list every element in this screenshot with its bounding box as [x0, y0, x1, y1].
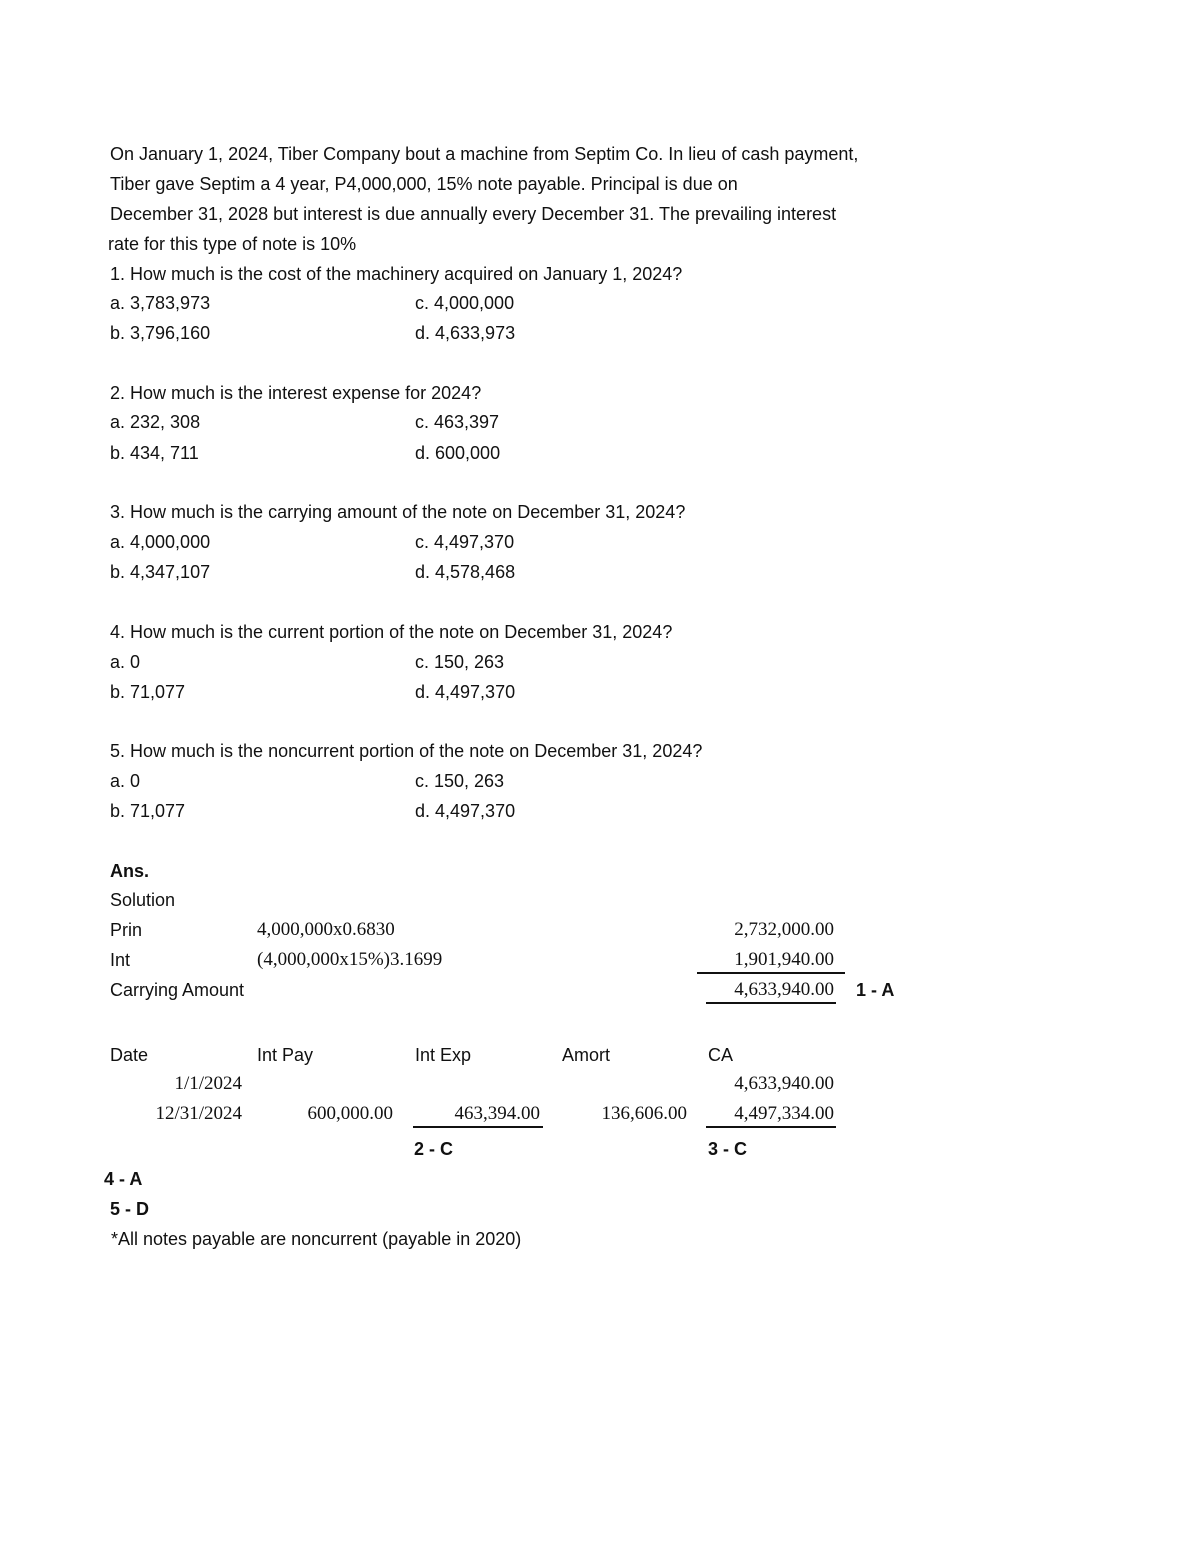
answer-1-label: 1 - A [856, 980, 895, 1000]
problem-line-1: On January 1, 2024, Tiber Company bout a machine from Septim Co. In lieu of cash payment, [110, 144, 859, 164]
question-5-option-a: a. 0 [110, 771, 141, 791]
subtotal-rule [697, 972, 845, 974]
int-formula: (4,000,000x15%)3.1699 [257, 949, 443, 970]
schedule-row-2-ca: 4,497,334.00 [734, 1103, 834, 1124]
schedule-header-amort: Amort [562, 1045, 611, 1065]
question-3-option-c: c. 4,497,370 [415, 532, 515, 552]
question-4-option-a: a. 0 [110, 652, 141, 672]
question-5: 5. How much is the noncurrent portion of the note on December 31, 2024? [110, 741, 703, 761]
int-amount: 1,901,940.00 [734, 949, 834, 970]
schedule-row-1-ca: 4,633,940.00 [734, 1073, 834, 1094]
question-4-option-c: c. 150, 263 [415, 652, 505, 672]
prin-amount: 2,732,000.00 [734, 919, 834, 940]
schedule-row-2-amort: 136,606.00 [601, 1103, 687, 1124]
carrying-amount-label: Carrying Amount [110, 980, 245, 1000]
question-1-option-a: a. 3,783,973 [110, 293, 211, 313]
answer-4-label: 4 - A [104, 1169, 143, 1189]
problem-line-3: December 31, 2028 but interest is due annually every December 31. The prevailing interest [110, 204, 837, 224]
question-4-option-d: d. 4,497,370 [415, 682, 516, 702]
question-4-option-b: b. 71,077 [110, 682, 186, 702]
ca-underline [706, 1126, 836, 1128]
question-5-option-b: b. 71,077 [110, 801, 186, 821]
question-3: 3. How much is the carrying amount of the note on December 31, 2024? [110, 502, 686, 522]
int-exp-underline [413, 1126, 543, 1128]
total-underline [706, 1002, 836, 1004]
schedule-header-int-pay: Int Pay [257, 1045, 314, 1065]
schedule-header-ca: CA [708, 1045, 734, 1065]
question-2-option-d: d. 600,000 [415, 443, 501, 463]
answer-3-label: 3 - C [708, 1139, 748, 1159]
question-5-option-c: c. 150, 263 [415, 771, 505, 791]
question-3-option-a: a. 4,000,000 [110, 532, 211, 552]
answer-heading: Ans. [110, 861, 150, 881]
question-1-option-d: d. 4,633,973 [415, 323, 516, 343]
schedule-row-2-int-pay: 600,000.00 [307, 1103, 393, 1124]
footnote: *All notes payable are noncurrent (payable in 2020) [111, 1229, 522, 1249]
problem-line-2: Tiber gave Septim a 4 year, P4,000,000, 15% note payable. Principal is due on [110, 174, 738, 194]
int-label: Int [110, 950, 131, 970]
question-2-option-a: a. 232, 308 [110, 412, 201, 432]
schedule-header-int-exp: Int Exp [415, 1045, 472, 1065]
question-1-option-c: c. 4,000,000 [415, 293, 515, 313]
answer-5-label: 5 - D [110, 1199, 150, 1219]
question-3-option-d: d. 4,578,468 [415, 562, 516, 582]
question-3-option-b: b. 4,347,107 [110, 562, 211, 582]
question-2: 2. How much is the interest expense for 2024? [110, 383, 482, 403]
question-1-option-b: b. 3,796,160 [110, 323, 211, 343]
question-1: 1. How much is the cost of the machinery acquired on January 1, 2024? [110, 264, 683, 284]
schedule-row-2-int-exp: 463,394.00 [454, 1103, 540, 1124]
prin-label: Prin [110, 920, 143, 940]
problem-line-4: rate for this type of note is 10% [108, 234, 357, 254]
question-5-option-d: d. 4,497,370 [415, 801, 516, 821]
question-2-option-b: b. 434, 711 [110, 443, 199, 463]
question-4: 4. How much is the current portion of the note on December 31, 2024? [110, 622, 673, 642]
answer-2-label: 2 - C [414, 1139, 454, 1159]
question-2-option-c: c. 463,397 [415, 412, 500, 432]
solution-label: Solution [110, 890, 176, 910]
carrying-amount-value: 4,633,940.00 [734, 979, 834, 1000]
schedule-row-2-date: 12/31/2024 [155, 1103, 242, 1124]
schedule-row-1-date: 1/1/2024 [174, 1073, 242, 1094]
prin-formula: 4,000,000x0.6830 [257, 919, 395, 940]
schedule-header-date: Date [110, 1045, 149, 1065]
